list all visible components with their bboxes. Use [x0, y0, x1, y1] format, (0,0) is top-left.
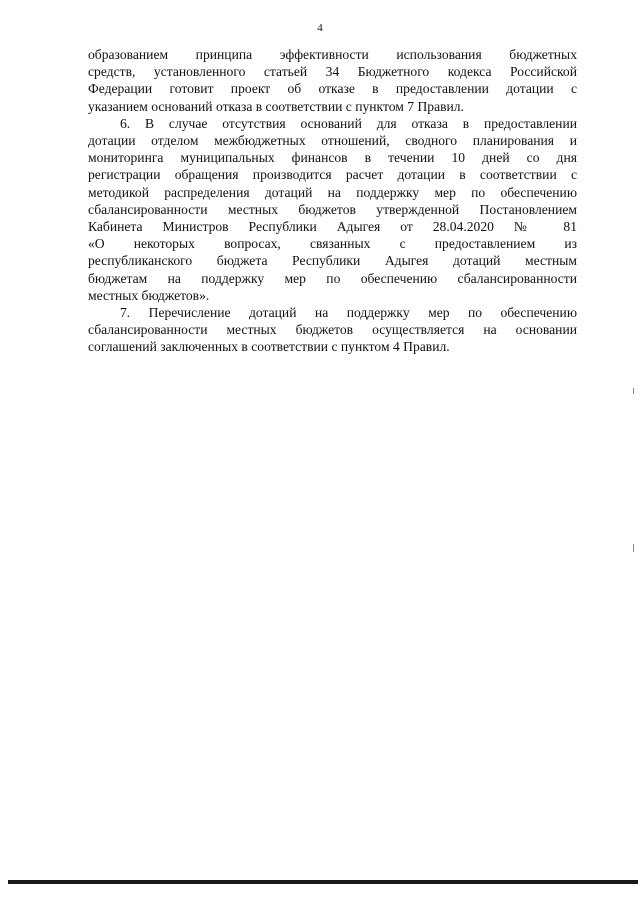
paragraph-continuation — [88, 46, 577, 115]
text-line: указанием оснований отказа в соответствии с пунктом 7 Правил. — [88, 98, 464, 114]
text-line: образованием принципа эффективности использования бюджетных — [88, 47, 577, 62]
paragraph-item-6 — [88, 115, 577, 304]
bottom-rule — [8, 880, 638, 884]
text-line: 7. Перечисление дотаций на поддержку мер по обеспечению — [120, 305, 577, 321]
text-line: республиканского бюджета Республики Адыгея дотаций местным — [88, 253, 577, 269]
text-line: регистрации обращения производится расчет дотации в соответствии с — [88, 167, 577, 183]
text-line: сбалансированности местных бюджетов утвержденной Постановлением — [88, 201, 577, 217]
text-line: методикой распределения дотаций на поддержку мер по обеспечению — [88, 184, 577, 200]
text-line: Кабинета Министров Республики Адыгея от 28.04.2020 № 81 — [88, 219, 577, 235]
text-line: сбалансированности местных бюджетов осуществляется на основании — [88, 322, 577, 338]
paragraph-item-7 — [88, 304, 577, 356]
text-line: соглашений заключенных в соответствии с пунктом 4 Правил. — [88, 339, 450, 355]
text-line: мониторинга муниципальных финансов в течении 10 дней со дня — [88, 150, 577, 166]
text-line: 6. В случае отсутствия оснований для отказа в предоставлении — [120, 115, 577, 131]
text-line: «О некоторых вопросах, связанных с предоставлением из — [88, 236, 577, 252]
text-line: местных бюджетов». — [88, 287, 210, 303]
scan-artifact — [633, 544, 634, 552]
page-number: 4 — [317, 22, 323, 34]
scan-artifact — [633, 388, 634, 394]
document-body — [88, 46, 577, 356]
text-line: дотации отделом межбюджетных отношений, сводного планирования и — [88, 133, 577, 149]
text-line: Федерации готовит проект об отказе в предоставлении дотации с — [88, 81, 577, 97]
text-line: средств, установленного статьей 34 Бюджетного кодекса Российской — [88, 64, 577, 80]
text-line: бюджетам на поддержку мер по обеспечению сбалансированности — [88, 270, 577, 286]
